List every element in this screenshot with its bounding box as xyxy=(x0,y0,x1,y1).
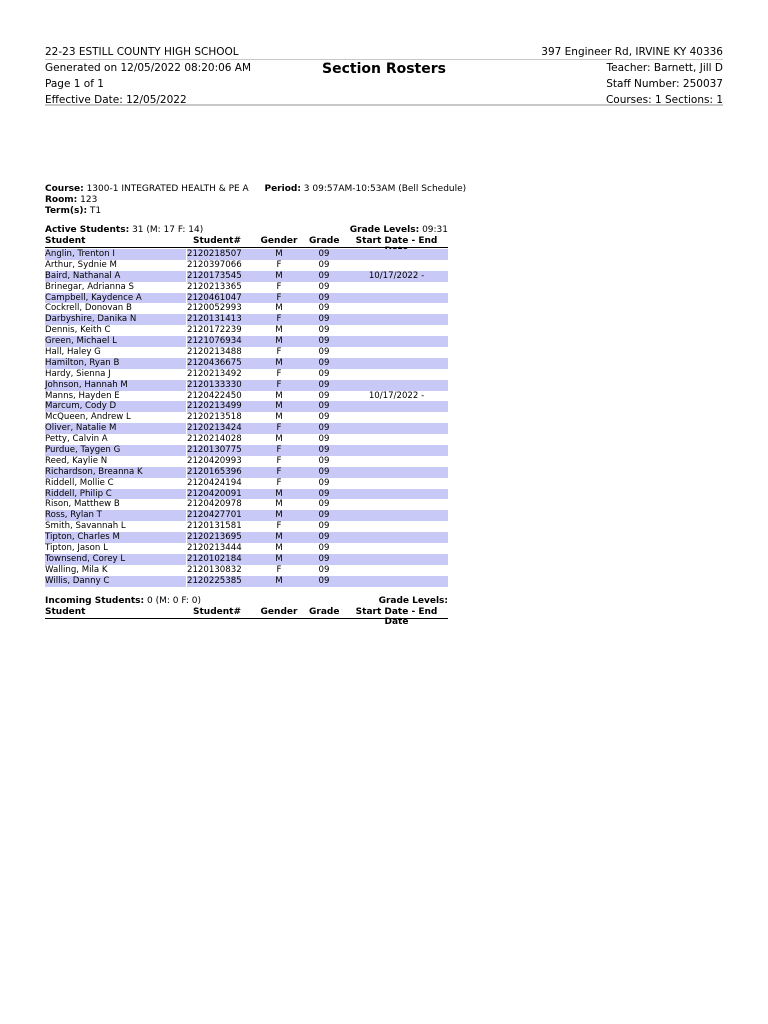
table-row xyxy=(45,423,448,434)
active-students-summary: 31 (M: 17 F: 14) xyxy=(132,225,204,235)
student-grade: 09 xyxy=(318,575,330,586)
student-number: 2120213424 xyxy=(187,423,242,434)
incoming-grade-levels-label: Grade Levels: xyxy=(378,596,448,606)
student-name: Willis, Danny C xyxy=(45,575,110,586)
student-gender: F xyxy=(276,445,282,456)
student-gender: M xyxy=(275,553,283,564)
header-bottom-rule xyxy=(45,104,723,106)
table-row xyxy=(45,521,448,532)
student-grade: 09 xyxy=(318,510,330,521)
table-row xyxy=(45,380,448,391)
student-name: Arthur, Sydnie M xyxy=(45,259,117,270)
student-name: Hardy, Sienna J xyxy=(45,368,111,379)
student-grade: 09 xyxy=(318,270,330,281)
student-name: McQueen, Andrew L xyxy=(45,412,131,423)
student-name: Marcum, Cody D xyxy=(45,401,117,412)
table-row xyxy=(45,434,448,445)
table-row xyxy=(45,467,448,478)
table-row xyxy=(45,249,448,260)
student-name: Ross, Rylan T xyxy=(45,510,102,521)
header-divider xyxy=(45,59,723,60)
student-grade: 09 xyxy=(318,292,330,303)
student-grade: 09 xyxy=(318,347,330,358)
student-number: 2120461047 xyxy=(187,292,242,303)
student-gender: F xyxy=(276,564,282,575)
col-grade: Grade xyxy=(309,607,340,617)
incoming-students-summary: 0 (M: 0 F: 0) xyxy=(147,596,201,606)
student-number: 2120131413 xyxy=(187,314,242,325)
student-gender: M xyxy=(275,303,283,314)
page-number: Page 1 of 1 xyxy=(45,78,104,90)
student-grade: 09 xyxy=(318,521,330,532)
student-dates: 10/17/2022 - xyxy=(368,390,425,401)
student-number: 2120436675 xyxy=(187,357,242,368)
student-number: 2120213365 xyxy=(187,281,242,292)
col-student-number: Student# xyxy=(193,236,241,246)
table-row xyxy=(45,499,448,510)
student-gender: M xyxy=(275,412,283,423)
student-grade: 09 xyxy=(318,499,330,510)
school-address: 397 Engineer Rd, IRVINE KY 40336 xyxy=(541,46,723,58)
student-name: Townsend, Corey L xyxy=(45,553,126,564)
student-number: 2120131581 xyxy=(187,521,242,532)
student-name: Reed, Kaylie N xyxy=(45,455,108,466)
col-grade: Grade xyxy=(309,236,340,246)
student-grade: 09 xyxy=(318,336,330,347)
student-grade: 09 xyxy=(318,543,330,554)
terms-label: Term(s): xyxy=(45,206,88,216)
student-grade: 09 xyxy=(318,553,330,564)
student-gender: M xyxy=(275,390,283,401)
student-grade: 09 xyxy=(318,368,330,379)
col-student: Student xyxy=(45,607,86,617)
student-name: Baird, Nathanal A xyxy=(45,270,121,281)
header-right xyxy=(541,44,723,108)
school-name: 22-23 ESTILL COUNTY HIGH SCHOOL xyxy=(45,46,239,58)
student-grade: 09 xyxy=(318,249,330,259)
student-grade: 09 xyxy=(318,434,330,445)
student-number: 2120218507 xyxy=(187,249,242,259)
table-row xyxy=(45,293,448,304)
student-gender: F xyxy=(276,455,282,466)
table-row xyxy=(45,303,448,314)
student-gender: F xyxy=(276,259,282,270)
student-name: Hamilton, Ryan B xyxy=(45,357,120,368)
student-grade: 09 xyxy=(318,466,330,477)
student-number: 2120213499 xyxy=(187,401,242,412)
table-row xyxy=(45,489,448,500)
generated-timestamp: Generated on 12/05/2022 08:20:06 AM xyxy=(45,62,252,74)
student-name: Darbyshire, Danika N xyxy=(45,314,137,325)
student-gender: M xyxy=(275,488,283,499)
student-number: 2120213695 xyxy=(187,532,242,543)
student-gender: M xyxy=(275,270,283,281)
period-label: Period: xyxy=(264,184,301,194)
col-student: Student xyxy=(45,236,86,246)
table-row xyxy=(45,576,448,587)
student-grade: 09 xyxy=(318,532,330,543)
student-name: Walling, Mila K xyxy=(45,564,108,575)
table-row xyxy=(45,314,448,325)
student-gender: M xyxy=(275,401,283,412)
table-row xyxy=(45,260,448,271)
table-row xyxy=(45,456,448,467)
student-number: 2120102184 xyxy=(187,553,242,564)
report-title: Section Rosters xyxy=(322,61,446,77)
student-grade: 09 xyxy=(318,477,330,488)
course-label: Course: xyxy=(45,184,84,194)
student-grade: 09 xyxy=(318,423,330,434)
student-gender: F xyxy=(276,379,282,390)
student-name: Oliver, Natalie M xyxy=(45,423,117,434)
table-row xyxy=(45,336,448,347)
student-number: 2120213444 xyxy=(187,543,242,554)
student-gender: M xyxy=(275,325,283,336)
terms-value: T1 xyxy=(89,206,102,216)
table-row xyxy=(45,347,448,358)
student-name: Hall, Haley G xyxy=(45,347,101,358)
student-grade: 09 xyxy=(318,325,330,336)
student-name: Riddell, Mollie C xyxy=(45,477,114,488)
student-number: 2120225385 xyxy=(187,575,242,586)
student-number: 2120422450 xyxy=(187,390,242,401)
student-number: 2120213492 xyxy=(187,368,242,379)
table-row xyxy=(45,445,448,456)
student-number: 2120214028 xyxy=(187,434,242,445)
course-info xyxy=(45,184,466,217)
course-value: 1300-1 INTEGRATED HEALTH & PE A xyxy=(86,184,249,194)
student-gender: M xyxy=(275,510,283,521)
student-gender: F xyxy=(276,521,282,532)
table-row xyxy=(45,325,448,336)
period-value: 3 09:57AM-10:53AM (Bell Schedule) xyxy=(303,184,467,194)
student-name: Smith, Savannah L xyxy=(45,521,126,532)
student-name: Purdue, Taygen G xyxy=(45,445,121,456)
grade-levels-value: 09:31 xyxy=(422,225,448,235)
student-name: Brinegar, Adrianna S xyxy=(45,281,134,292)
table-row xyxy=(45,510,448,521)
student-grade: 09 xyxy=(318,390,330,401)
table-row xyxy=(45,554,448,565)
room-label: Room: xyxy=(45,195,78,205)
table-row xyxy=(45,543,448,554)
student-grade: 09 xyxy=(318,488,330,499)
table-row xyxy=(45,478,448,489)
col-gender: Gender xyxy=(260,607,298,617)
table-row xyxy=(45,282,448,293)
student-dates: 10/17/2022 - xyxy=(368,270,425,281)
student-number: 2120427701 xyxy=(187,510,242,521)
student-number: 2120172239 xyxy=(187,325,242,336)
student-gender: F xyxy=(276,281,282,292)
student-number: 2120424194 xyxy=(187,477,242,488)
student-name: Rison, Matthew B xyxy=(45,499,120,510)
student-gender: M xyxy=(275,543,283,554)
active-students-label: Active Students: xyxy=(45,225,130,235)
student-grade: 09 xyxy=(318,445,330,456)
student-name: Green, Michael L xyxy=(45,336,117,347)
student-grade: 09 xyxy=(318,564,330,575)
student-name: Tipton, Charles M xyxy=(45,532,120,543)
student-number: 2120213488 xyxy=(187,347,242,358)
table-row xyxy=(45,532,448,543)
student-name: Dennis, Keith C xyxy=(45,325,111,336)
teacher-name: Teacher: Barnett, Jill D xyxy=(606,62,723,74)
table-row xyxy=(45,271,448,282)
col-dates: Start Date - End xyxy=(355,236,438,246)
student-gender: M xyxy=(275,434,283,445)
student-grade: 09 xyxy=(318,281,330,292)
student-gender: F xyxy=(276,477,282,488)
student-gender: F xyxy=(276,423,282,434)
student-grade: 09 xyxy=(318,401,330,412)
grade-levels-label: Grade Levels: xyxy=(349,225,420,235)
student-number: 2120133330 xyxy=(187,379,242,390)
col-dates: Start Date - End Date xyxy=(355,607,438,627)
student-name: Petty, Calvin A xyxy=(45,434,108,445)
table-row xyxy=(45,369,448,380)
staff-number: Staff Number: 250037 xyxy=(606,78,723,90)
student-number: 2120173545 xyxy=(187,270,242,281)
col-student-number: Student# xyxy=(193,607,241,617)
student-number: 2120420978 xyxy=(187,499,242,510)
student-grade: 09 xyxy=(318,412,330,423)
active-students-table xyxy=(45,249,448,587)
student-name: Johnson, Hannah M xyxy=(45,379,128,390)
student-name: Richardson, Breanna K xyxy=(45,466,143,477)
student-number: 2120397066 xyxy=(187,259,242,270)
student-number: 2120420091 xyxy=(187,488,242,499)
student-name: Anglin, Trenton I xyxy=(45,249,115,259)
incoming-column-headers xyxy=(45,607,448,627)
student-gender: M xyxy=(275,499,283,510)
incoming-students-label: Incoming Students: xyxy=(45,596,145,606)
student-number: 2120130832 xyxy=(187,564,242,575)
student-grade: 09 xyxy=(318,303,330,314)
student-name: Campbell, Kaydence A xyxy=(45,292,142,303)
col-gender: Gender xyxy=(260,236,298,246)
student-gender: M xyxy=(275,532,283,543)
student-gender: F xyxy=(276,368,282,379)
student-grade: 09 xyxy=(318,259,330,270)
student-gender: M xyxy=(275,336,283,347)
student-number: 2120420993 xyxy=(187,455,242,466)
active-column-headers xyxy=(45,236,448,248)
student-grade: 09 xyxy=(318,314,330,325)
course-section-counts: Courses: 1 Sections: 1 xyxy=(605,94,723,106)
student-gender: F xyxy=(276,292,282,303)
student-gender: F xyxy=(276,314,282,325)
student-gender: M xyxy=(275,357,283,368)
student-number: 2121076934 xyxy=(187,336,242,347)
student-number: 2120165396 xyxy=(187,466,242,477)
table-row xyxy=(45,391,448,402)
student-grade: 09 xyxy=(318,357,330,368)
student-number: 2120213518 xyxy=(187,412,242,423)
student-gender: M xyxy=(275,575,283,586)
table-row xyxy=(45,565,448,576)
effective-date: Effective Date: 12/05/2022 xyxy=(45,94,187,106)
student-number: 2120130775 xyxy=(187,445,242,456)
student-gender: F xyxy=(276,466,282,477)
student-name: Manns, Hayden E xyxy=(45,390,120,401)
student-name: Tipton, Jason L xyxy=(45,543,108,554)
student-gender: F xyxy=(276,347,282,358)
table-row xyxy=(45,401,448,412)
table-row xyxy=(45,358,448,369)
student-grade: 09 xyxy=(318,379,330,390)
table-row xyxy=(45,412,448,423)
student-grade: 09 xyxy=(318,455,330,466)
student-name: Cockrell, Donovan B xyxy=(45,303,132,314)
room-value: 123 xyxy=(80,195,98,205)
student-number: 2120052993 xyxy=(187,303,242,314)
student-gender: M xyxy=(275,249,283,259)
student-name: Riddell, Philip C xyxy=(45,488,112,499)
